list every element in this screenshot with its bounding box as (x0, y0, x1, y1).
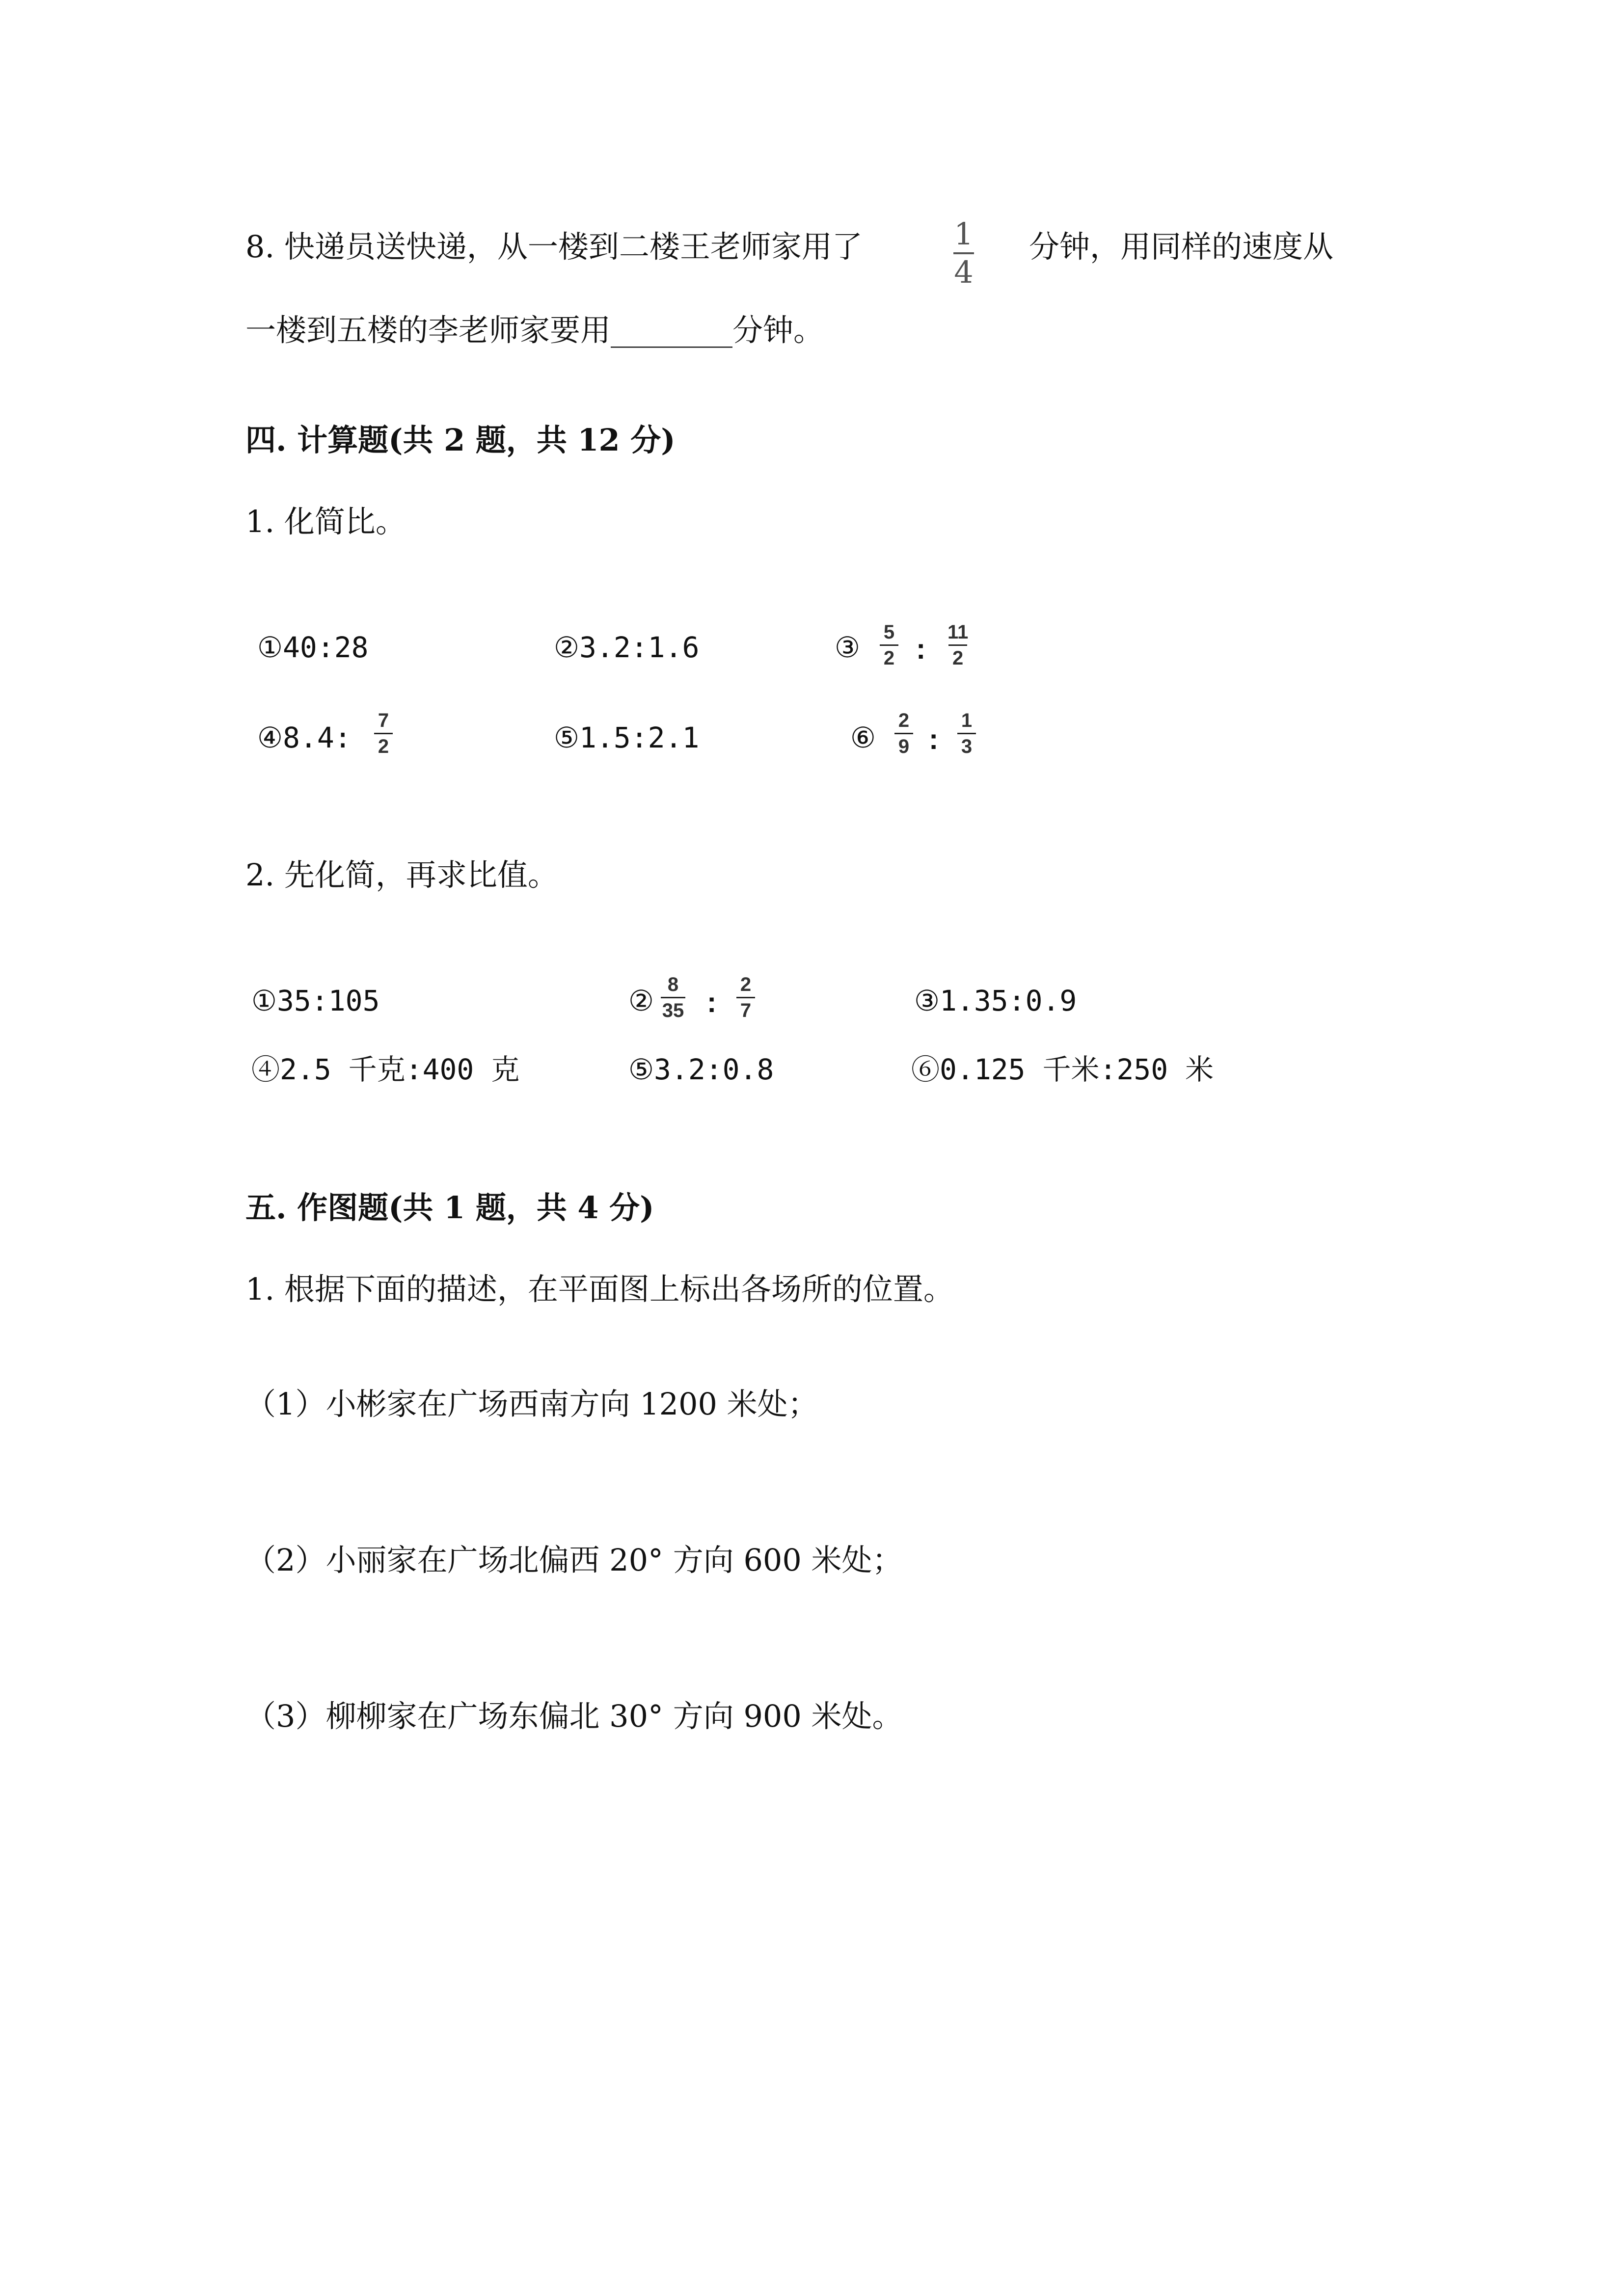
s4-q1-item-6-mark: ⑥ (850, 721, 876, 754)
s4-q2-item-1: ①35:105 (251, 984, 380, 1017)
s4-q2-item-5: ⑤3.2:0.8 (628, 1053, 774, 1086)
s4-q1-item-3-left-fraction (880, 622, 898, 668)
fraction-numerator: 7 (378, 710, 389, 731)
q8-text-part2: 分钟，用同样的速度从 (1029, 229, 1334, 265)
s4-q1-prompt: 1. 化简比。 (245, 504, 406, 539)
fraction-denominator: 2 (952, 647, 964, 669)
q8-text-line2: 一楼到五楼的李老师家要用________分钟。 (245, 312, 824, 348)
fraction-numerator: 1 (961, 710, 973, 731)
s5-q1-line-3: （3）柳柳家在广场东偏北 30° 方向 900 米处。 (245, 1698, 903, 1734)
s4-q1-item-6-left-fraction (894, 711, 913, 756)
fraction-bar (661, 997, 685, 998)
fraction-denominator: 7 (740, 1000, 752, 1021)
fraction-bar (894, 733, 913, 734)
s4-q1-item-5: ⑤1.5:2.1 (554, 721, 700, 754)
s4-q1-item-3-colon: : (916, 633, 926, 665)
fraction-bar (957, 733, 976, 734)
s4-q1-item-6-right-fraction (957, 711, 976, 756)
fraction-numerator: 2 (898, 710, 910, 731)
fraction-denominator: 2 (883, 647, 895, 669)
fraction-bar (374, 733, 393, 734)
fraction-numerator: 1 (954, 216, 974, 252)
s4-q2-item-2-mark: ② (628, 984, 654, 1017)
s4-q1-item-3-mark: ③ (835, 631, 860, 664)
s4-q1-item-3-right-fraction (947, 622, 968, 668)
section4-title: 四. 计算题(共 2 题，共 12 分) (245, 422, 676, 458)
s4-q2-prompt: 2. 先化简，再求比值。 (245, 857, 558, 893)
fraction-bar (948, 644, 967, 646)
s4-q1-item-1: ①40:28 (257, 631, 369, 664)
s4-q2-item-2-colon: : (707, 987, 717, 1018)
q8-fraction (953, 216, 974, 290)
s4-q2-item-3: ③1.35:0.9 (914, 984, 1077, 1017)
s5-q1-prompt: 1. 根据下面的描述，在平面图上标出各场所的位置。 (245, 1271, 954, 1307)
s4-q2-item-2-right-fraction (736, 975, 755, 1020)
fraction-denominator: 35 (662, 1000, 684, 1021)
fraction-numerator: 5 (883, 621, 895, 643)
q8-text-part1: 8. 快递员送快递，从一楼到二楼王老师家用了 (245, 229, 863, 265)
section5-title: 五. 作图题(共 1 题，共 4 分) (245, 1190, 654, 1226)
fraction-denominator: 2 (378, 736, 389, 757)
fraction-numerator: 11 (947, 621, 969, 643)
s4-q1-item-4-fraction (374, 711, 393, 756)
fraction-numerator: 8 (667, 974, 679, 995)
fraction-denominator: 4 (954, 254, 974, 290)
fraction-bar (736, 997, 755, 998)
fraction-bar (880, 644, 898, 646)
fraction-denominator: 9 (898, 736, 910, 757)
s5-q1-line-1: （1）小彬家在广场西南方向 1200 米处； (245, 1386, 818, 1422)
s4-q1-item-6-colon: : (929, 723, 939, 755)
fraction-denominator: 3 (961, 736, 973, 757)
s4-q1-item-2: ②3.2:1.6 (554, 631, 700, 664)
s4-q2-item-4: ④2.5 千克:400 克 (251, 1053, 520, 1086)
s4-q1-item-4: ④8.4: (257, 721, 352, 754)
s4-q2-item-6: ⑥0.125 千米:250 米 (911, 1053, 1214, 1086)
s4-q2-item-2-left-fraction (661, 975, 685, 1020)
s5-q1-line-2: （2）小丽家在广场北偏西 20° 方向 600 米处； (245, 1542, 903, 1578)
fraction-numerator: 2 (740, 974, 752, 995)
